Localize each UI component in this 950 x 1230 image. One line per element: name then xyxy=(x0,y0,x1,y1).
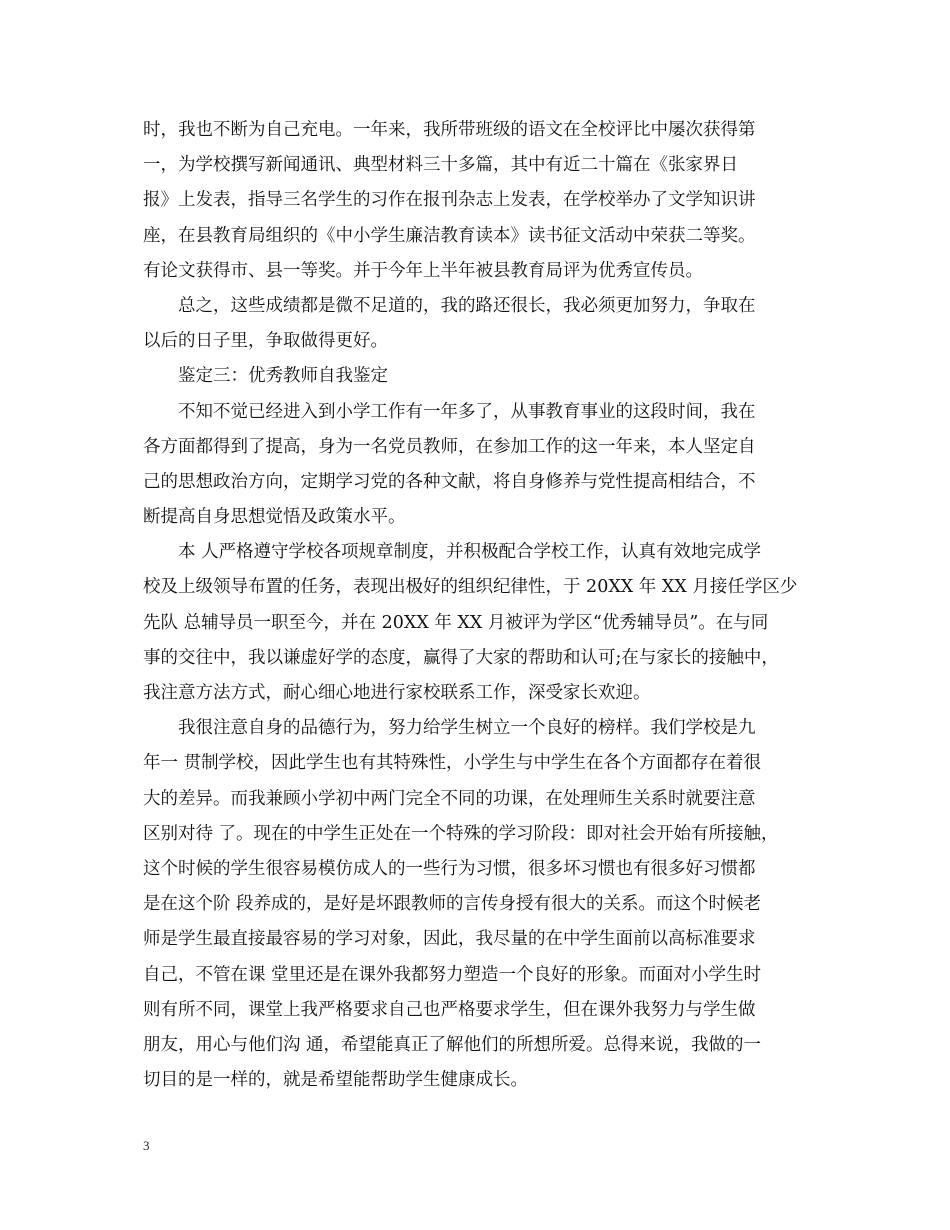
text-line: 这个时候的学生很容易模仿成人的一些行为习惯，很多坏习惯也有很多好习惯都 xyxy=(143,858,756,879)
text-line: 年一 贯制学校，因此学生也有其特殊性，小学生与中学生在各个方面都存在着很 xyxy=(143,753,762,774)
text-line: 则有所不同，课堂上我严格要求自己也严格要求学生，但在课外我努力与学生做 xyxy=(143,999,756,1020)
text-line: 报》上发表，指导三名学生的习作在报刊杂志上发表，在学校举办了文学知识讲 xyxy=(143,190,756,211)
text-line: 有论文获得市、县一等奖。并于今年上半年被县教育局评为优秀宣传员。 xyxy=(143,260,703,281)
text-line: 校及上级领导布置的任务，表现出极好的组织纪律性，于 20XX 年 XX 月接任学区少 xyxy=(143,577,798,598)
page-number: 3 xyxy=(143,1138,150,1153)
text-line: 我很注意自身的品德行为，努力给学生树立一个良好的榜样。我们学校是九 xyxy=(143,718,756,739)
body-text xyxy=(143,113,823,1098)
text-line: 一，为学校撰写新闻通讯、典型材料三十多篇，其中有近二十篇在《张家界日 xyxy=(143,155,738,176)
text-line: 断提高自身思想觉悟及政策水平。 xyxy=(143,507,406,528)
text-line: 切目的是一样的，就是希望能帮助学生健康成长。 xyxy=(143,1070,528,1091)
text-line: 座，在县教育局组织的《中小学生廉洁教育读本》读书征文活动中荣获二等奖。 xyxy=(143,225,756,246)
text-line: 区别对待 了。现在的中学生正处在一个特殊的学习阶段：即对社会开始有所接触， xyxy=(143,823,779,844)
text-line: 是在这个阶 段养成的，是好是坏跟教师的言传身授有很大的关系。而这个时候老 xyxy=(143,894,762,915)
text-line: 朋友，用心与他们沟 通，希望能真正了解他们的所想所爱。总得来说，我做的一 xyxy=(143,1034,762,1055)
text-line: 本 人严格遵守学校各项规章制度，并积极配合学校工作，认真有效地完成学 xyxy=(143,542,762,563)
text-line: 不知不觉已经进入到小学工作有一年多了，从事教育事业的这段时间，我在 xyxy=(143,401,756,422)
text-line: 事的交往中，我以谦虚好学的态度，赢得了大家的帮助和认可;在与家长的接触中， xyxy=(143,647,779,668)
section-heading: 鉴定三：优秀教师自我鉴定 xyxy=(143,366,388,387)
text-line: 以后的日子里，争取做得更好。 xyxy=(143,331,388,352)
text-line: 总之，这些成绩都是微不足道的，我的路还很长，我必须更加努力，争取在 xyxy=(143,295,756,316)
text-line: 己的思想政治方向，定期学习党的各种文献，将自身修养与党性提高相结合，不 xyxy=(143,471,756,492)
text-line: 大的差异。而我兼顾小学初中两门完全不同的功课，在处理师生关系时就要注意 xyxy=(143,788,756,809)
text-line: 自己，不管在课 堂里还是在课外我都努力塑造一个良好的形象。而面对小学生时 xyxy=(143,964,762,985)
text-line: 时，我也不断为自己充电。一年来，我所带班级的语文在全校评比中屡次获得第 xyxy=(143,120,756,140)
text-line: 先队 总辅导员一职至今，并在 20XX 年 XX 月被评为学区“优秀辅导员”。在与同 xyxy=(143,612,769,633)
text-line: 师是学生最直接最容易的学习对象，因此，我尽量的在中学生面前以高标准要求 xyxy=(143,929,756,950)
text-line: 各方面都得到了提高，身为一名党员教师，在参加工作的这一年来，本人坚定自 xyxy=(143,436,756,457)
text-line: 我注意方法方式，耐心细心地进行家校联系工作，深受家长欢迎。 xyxy=(143,683,651,703)
